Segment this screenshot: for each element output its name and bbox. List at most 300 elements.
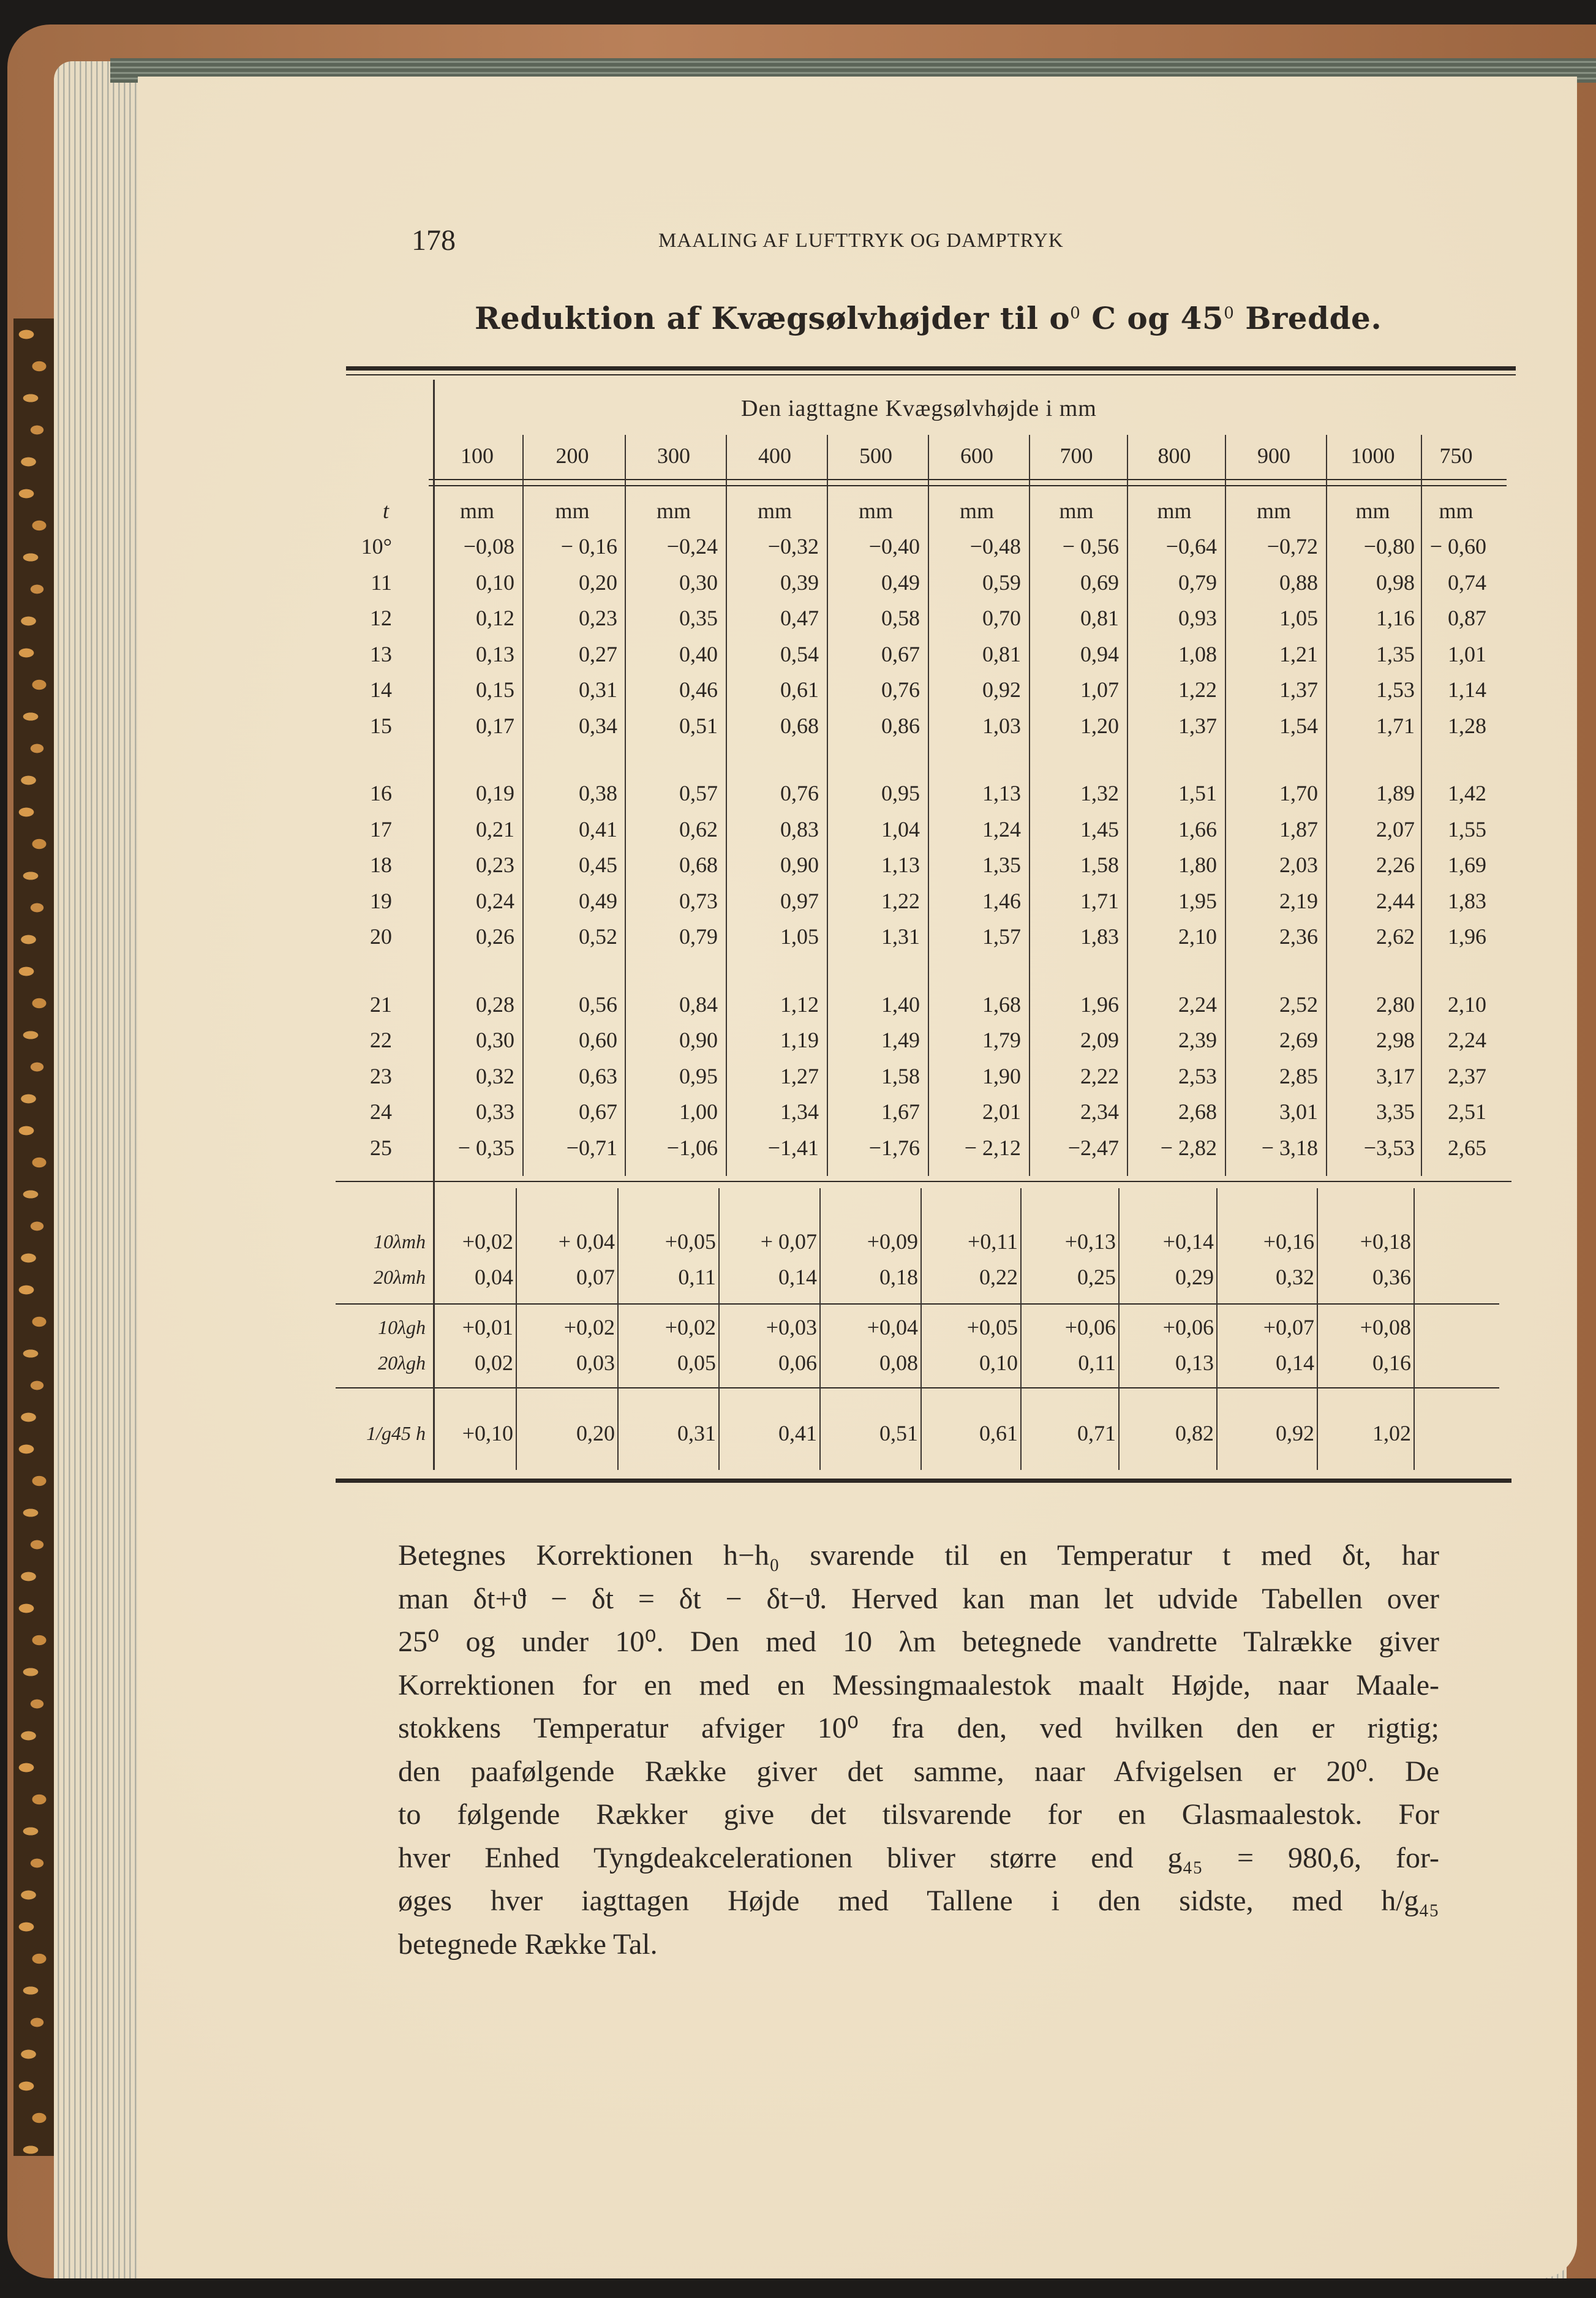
table-cell: 3,01	[1279, 1099, 1318, 1124]
unit-label: mm	[1256, 499, 1291, 523]
table-cell: 0,51	[679, 713, 718, 738]
table-cell: 2,68	[1178, 1099, 1217, 1124]
table-cell: 0,13	[476, 641, 514, 666]
table-cell: 0,31	[579, 677, 617, 702]
table-cell: 2,10	[1448, 992, 1486, 1017]
table-cell: 2,10	[1178, 924, 1217, 949]
table-cell: −0,40	[868, 534, 920, 559]
table-cell: 0,45	[579, 853, 617, 877]
correction-cell: +0,05	[664, 1229, 716, 1254]
correction-cell: 0,13	[1175, 1351, 1214, 1375]
correction-column-divider	[819, 1188, 821, 1470]
table-cell: 0,70	[982, 606, 1021, 630]
unit-label: mm	[959, 499, 994, 523]
correction-cell: 0,07	[576, 1265, 615, 1289]
table-cell: 2,80	[1376, 992, 1415, 1017]
table-cell: 0,58	[881, 606, 920, 630]
table-cell: 0,52	[579, 924, 617, 949]
table-cell: 0,68	[679, 853, 718, 877]
table-cell: 3,35	[1376, 1099, 1415, 1124]
table-cell: 0,47	[780, 606, 819, 630]
unit-label: mm	[1439, 499, 1474, 523]
correction-column-divider	[516, 1188, 517, 1470]
correction-cell: 0,41	[778, 1421, 817, 1445]
table-cell: 1,13	[982, 781, 1021, 805]
table-cell: 2,52	[1279, 992, 1318, 1017]
table-cell: 1,32	[1080, 781, 1119, 805]
table-cell: 1,31	[881, 924, 920, 949]
body-text-line: stokkens Temperatur afviger 10⁰ fra den, ved hvilken den er rigtig;	[398, 1712, 1439, 1744]
table-cell: 0,15	[476, 677, 514, 702]
row-temperature: 20	[370, 924, 392, 949]
table-cell: 0,17	[476, 713, 514, 738]
table-cell: 2,51	[1448, 1099, 1486, 1124]
correction-cell: 0,51	[879, 1421, 918, 1445]
row-temperature: 12	[370, 606, 392, 630]
table-cell: −1,06	[666, 1135, 718, 1160]
unit-label: mm	[1059, 499, 1094, 523]
row-temperature: 22	[370, 1028, 392, 1052]
table-cell: 1,07	[1080, 677, 1119, 702]
column-header: 800	[1157, 443, 1191, 468]
table-cell: 0,93	[1178, 606, 1217, 630]
correction-cell: 0,25	[1077, 1265, 1116, 1289]
row-temperature: 16	[370, 781, 392, 805]
correction-cell: 0,05	[677, 1351, 716, 1375]
title-degree-2: 0	[1224, 304, 1235, 323]
column-header: 400	[758, 443, 791, 468]
correction-cell: 0,08	[879, 1351, 918, 1375]
table-cell: 1,00	[679, 1099, 718, 1124]
page-number: 178	[412, 224, 456, 257]
table-cell: 1,90	[982, 1063, 1021, 1088]
table-cell: 1,66	[1178, 816, 1217, 842]
table-cell: 0,76	[881, 677, 920, 702]
table-cell: 0,90	[780, 853, 819, 877]
table-cell: 2,53	[1178, 1063, 1217, 1088]
table-cell: 0,97	[780, 888, 819, 913]
table-cell: 2,85	[1279, 1063, 1318, 1088]
unit-label: mm	[656, 499, 691, 523]
table-cell: 1,80	[1178, 853, 1217, 877]
table-cell: 0,19	[476, 781, 514, 805]
row-temperature: 10°	[361, 534, 392, 559]
correction-cell: 0,06	[778, 1351, 817, 1375]
table-cell: 0,57	[679, 781, 718, 805]
table-cell: 1,21	[1279, 641, 1318, 666]
table-cell: −0,32	[767, 534, 819, 559]
table-cell: 0,81	[1080, 606, 1119, 630]
table-cell: 0,76	[780, 781, 819, 805]
table-cell: 0,94	[1080, 641, 1119, 666]
table-cell: 2,22	[1080, 1063, 1119, 1088]
table-cell: 0,30	[476, 1028, 514, 1052]
correction-column-divider	[1020, 1188, 1022, 1470]
table-cell: 0,33	[476, 1099, 514, 1124]
correction-cell: +0,18	[1360, 1229, 1411, 1254]
row-temperature: 25	[370, 1135, 392, 1160]
table-cell: 2,26	[1376, 853, 1415, 877]
table-cell: 0,60	[579, 1028, 617, 1052]
table-cell: 0,40	[679, 641, 718, 666]
table-cell: 2,03	[1279, 853, 1318, 877]
table-cell: 0,86	[881, 713, 920, 738]
top-rule-thick	[346, 366, 1516, 371]
correction-cell: +0,02	[462, 1229, 513, 1254]
table-cell: 1,12	[780, 992, 819, 1017]
table-cell: 1,69	[1448, 853, 1486, 877]
table-cell: −1,76	[868, 1135, 920, 1160]
table-cell: − 2,12	[964, 1135, 1021, 1160]
table-cell: 1,20	[1080, 713, 1119, 738]
column-header: 1000	[1350, 443, 1395, 468]
table-cell: 0,28	[476, 992, 514, 1017]
table-cell: 0,23	[579, 606, 617, 630]
table-cell: − 0,16	[560, 534, 617, 559]
table-cell: 2,24	[1448, 1028, 1486, 1052]
table-cell: 0,90	[679, 1028, 718, 1052]
table-cell: 0,74	[1448, 570, 1486, 595]
table-cell: 0,95	[881, 781, 920, 805]
table-cell: 1,89	[1376, 781, 1415, 805]
table-cell: 0,98	[1376, 570, 1415, 595]
correction-label: 10λgh	[378, 1316, 426, 1338]
correction-cell: +0,13	[1064, 1229, 1116, 1254]
table-cell: 0,41	[579, 816, 617, 842]
row-temperature: 24	[370, 1099, 392, 1124]
table-cell: 0,39	[780, 570, 819, 595]
table-cell: 1,57	[982, 924, 1021, 949]
table-cell: − 0,35	[457, 1135, 514, 1160]
table-cell: −0,71	[566, 1135, 617, 1160]
table-cell: 1,68	[982, 992, 1021, 1017]
table-cell: 0,84	[679, 992, 718, 1017]
table-cell: 2,34	[1080, 1099, 1119, 1124]
running-head: MAALING AF LUFTTRYK OG DAMPTRYK	[658, 230, 1064, 252]
unit-label: mm	[858, 499, 893, 523]
row-temperature: 13	[370, 641, 392, 666]
table-cell: 1,58	[881, 1063, 920, 1088]
table-cell: 1,01	[1448, 641, 1486, 666]
correction-cell: + 0,04	[558, 1229, 615, 1254]
correction-cell: 0,14	[1276, 1351, 1314, 1375]
correction-cell: + 0,07	[760, 1229, 817, 1254]
table-cell: 1,22	[881, 888, 920, 913]
table-cell: 1,45	[1080, 816, 1119, 842]
correction-cell: +0,07	[1263, 1315, 1314, 1339]
table-cell: 1,14	[1448, 677, 1486, 702]
table-cell: 1,03	[982, 713, 1021, 738]
column-header: 500	[859, 443, 892, 468]
row-temperature: 14	[370, 677, 392, 702]
table-cell: −0,72	[1267, 534, 1318, 559]
unit-label: mm	[1355, 499, 1390, 523]
table-cell: 2,36	[1279, 924, 1318, 949]
table-cell: 1,54	[1279, 713, 1318, 738]
table-cell: 0,68	[780, 713, 819, 738]
column-header: 600	[960, 443, 993, 468]
body-end-rule	[336, 1181, 1511, 1182]
row-temperature: 18	[370, 853, 392, 877]
table-cell: 0,54	[780, 641, 819, 666]
table-cell: −3,53	[1363, 1135, 1415, 1160]
correction-cell: +0,01	[462, 1315, 513, 1339]
table-cell: −2,47	[1067, 1135, 1119, 1160]
table-cell: 1,35	[982, 853, 1021, 877]
table-cell: 0,67	[579, 1099, 617, 1124]
body-text-line: hver Enhed Tyngdeakcelerationen bliver større end g₄₅ = 980,6, for-	[398, 1841, 1439, 1874]
correction-cell: 0,32	[1276, 1265, 1314, 1289]
table-cell: 1,83	[1080, 924, 1119, 949]
table-cell: − 0,56	[1062, 534, 1119, 559]
table-cell: −0,64	[1165, 534, 1217, 559]
lambda-g-rule	[336, 1387, 1499, 1388]
table-cell: 1,27	[780, 1063, 819, 1088]
title-text-3: Bredde.	[1234, 300, 1382, 336]
bottom-rule-thick	[336, 1479, 1511, 1483]
correction-cell: +0,06	[1064, 1315, 1116, 1339]
table-cell: 1,04	[881, 816, 920, 842]
correction-label: 10λmh	[374, 1230, 426, 1253]
table-cell: −0,48	[969, 534, 1021, 559]
table-cell: 0,23	[476, 853, 514, 877]
correction-cell: 1,02	[1372, 1421, 1411, 1445]
table-cell: 0,20	[579, 570, 617, 595]
table-cell: 0,67	[881, 641, 920, 666]
table-cell: −0,08	[463, 534, 514, 559]
table-cell: 1,87	[1279, 816, 1318, 842]
table-cell: 0,79	[1178, 570, 1217, 595]
table-cell: 2,69	[1279, 1028, 1318, 1052]
correction-column-divider	[1413, 1188, 1415, 1470]
table-cell: 2,44	[1376, 888, 1415, 913]
table-cell: 0,35	[679, 606, 718, 630]
table-cell: 0,12	[476, 606, 514, 630]
correction-cell: 0,20	[576, 1421, 615, 1445]
table-cell: 1,05	[780, 924, 819, 949]
unit-label: mm	[1157, 499, 1192, 523]
column-header: 300	[657, 443, 690, 468]
table-cell: 0,79	[679, 924, 718, 949]
table-cell: 1,58	[1080, 853, 1119, 877]
body-text-line: øges hver iagttagen Højde med Tallene i den sidste, med h/g₄₅	[398, 1885, 1439, 1917]
correction-cell: 0,82	[1175, 1421, 1214, 1445]
table-cell: 1,51	[1178, 781, 1217, 805]
correction-cell: 0,11	[1078, 1351, 1116, 1375]
correction-cell: 0,03	[576, 1351, 615, 1375]
body-text-line: 25⁰ og under 10⁰. Den med 10 λm betegnede vandrette Talrække giver	[398, 1626, 1439, 1658]
table-cell: 1,83	[1448, 888, 1486, 913]
table-cell: 2,19	[1279, 888, 1318, 913]
table-cell: 1,71	[1080, 888, 1119, 913]
table-cell: 1,37	[1178, 713, 1217, 738]
column-header: 900	[1257, 443, 1290, 468]
table-cell: 2,62	[1376, 924, 1415, 949]
row-temperature: 19	[370, 888, 392, 913]
correction-cell: +0,04	[867, 1315, 918, 1339]
table-cell: 0,92	[982, 677, 1021, 702]
unit-label: mm	[757, 499, 792, 523]
row-temperature: 21	[370, 992, 392, 1017]
body-text-line: den paafølgende Række giver det samme, naar Afvigelsen er 20⁰. De	[398, 1755, 1439, 1788]
correction-cell: 0,14	[778, 1265, 817, 1289]
correction-column-divider	[1118, 1188, 1120, 1470]
unit-label: mm	[459, 499, 494, 523]
table-cell: 1,22	[1178, 677, 1217, 702]
body-text-line: man δt+ϑ − δt = δt − δt−ϑ. Herved kan man let udvide Tabellen over	[398, 1582, 1439, 1615]
table-cell: 1,24	[982, 816, 1021, 842]
table-caption: Den iagttagne Kvægsølvhøjde i mm	[741, 396, 1097, 421]
table-cell: − 3,18	[1261, 1135, 1318, 1160]
table-cell: 0,63	[579, 1063, 617, 1088]
correction-column-divider	[617, 1188, 619, 1470]
table-cell: 0,10	[476, 570, 514, 595]
table-cell: 1,79	[982, 1028, 1021, 1052]
table-cell: 0,34	[579, 713, 617, 738]
table-cell: 1,37	[1279, 677, 1318, 702]
table-cell: 1,46	[982, 888, 1021, 913]
row-temperature: 15	[370, 713, 392, 738]
correction-cell: 0,61	[979, 1421, 1018, 1445]
table-cell: 0,49	[881, 570, 920, 595]
table-cell: 2,24	[1178, 992, 1217, 1017]
table-cell: 0,26	[476, 924, 514, 949]
correction-cell: 0,92	[1276, 1421, 1314, 1445]
table-cell: 0,30	[679, 570, 718, 595]
table-cell: 0,88	[1279, 570, 1318, 595]
table-cell: 1,70	[1279, 781, 1318, 805]
column-header: 100	[461, 443, 494, 468]
table-cell: −1,41	[767, 1135, 819, 1160]
correction-cell: +0,14	[1162, 1229, 1214, 1254]
correction-column-divider	[718, 1188, 720, 1470]
row-temperature: 17	[370, 816, 392, 842]
table-cell: 1,49	[881, 1028, 920, 1052]
table-cell: 2,09	[1080, 1028, 1119, 1052]
table-cell: 1,96	[1080, 992, 1119, 1017]
table-cell: 0,95	[679, 1063, 718, 1088]
column-header: 200	[555, 443, 589, 468]
table-cell: 0,83	[780, 816, 819, 842]
correction-cell: 0,04	[475, 1265, 513, 1289]
table-cell: −0,80	[1363, 534, 1415, 559]
correction-cell: +0,11	[968, 1229, 1018, 1254]
table-cell: 0,49	[579, 888, 617, 913]
table-cell: 1,42	[1448, 781, 1486, 805]
table-cell: 1,08	[1178, 641, 1217, 666]
body-text-line: betegnede Række Tal.	[398, 1927, 658, 1961]
correction-cell: 0,16	[1372, 1351, 1411, 1375]
row-header-t: t	[382, 499, 389, 523]
title-text-1: Reduktion af Kvægsølvhøjder til o	[475, 300, 1071, 336]
correction-label: 20λgh	[378, 1352, 426, 1374]
correction-cell: 0,10	[979, 1351, 1018, 1375]
column-divider	[522, 435, 524, 1176]
table-cell: 2,39	[1178, 1028, 1217, 1052]
correction-cell: +0,09	[867, 1229, 918, 1254]
correction-column-divider	[1317, 1188, 1318, 1470]
table-cell: − 0,60	[1429, 534, 1486, 559]
table-cell: 2,01	[982, 1099, 1021, 1124]
table-cell: 1,28	[1448, 713, 1486, 738]
correction-cell: 0,11	[678, 1265, 716, 1289]
table-cell: 1,71	[1376, 713, 1415, 738]
column-header: 750	[1439, 443, 1473, 468]
title-text-2: C og 45	[1080, 300, 1224, 336]
table-cell: 1,13	[881, 853, 920, 877]
correction-cell: +0,02	[664, 1315, 716, 1339]
table-cell: −0,24	[666, 534, 718, 559]
header-rule-2	[429, 485, 1507, 486]
body-text-line: Betegnes Korrektionen h−h₀ svarende til en Temperatur t med δt, har	[398, 1539, 1439, 1572]
table-cell: 0,61	[780, 677, 819, 702]
correction-cell: +0,05	[966, 1315, 1018, 1339]
table-cell: 2,37	[1448, 1063, 1486, 1088]
correction-cell: +0,02	[563, 1315, 615, 1339]
table-cell: 1,40	[881, 992, 920, 1017]
correction-cell: +0,06	[1162, 1315, 1214, 1339]
correction-label: 20λmh	[374, 1266, 426, 1288]
correction-cell: +0,16	[1263, 1229, 1314, 1254]
table-cell: 1,35	[1376, 641, 1415, 666]
correction-column-divider	[1216, 1188, 1218, 1470]
correction-cell: 0,36	[1372, 1265, 1411, 1289]
table-cell: 1,16	[1376, 606, 1415, 630]
table-cell: 0,87	[1448, 606, 1486, 630]
table-cell: 0,46	[679, 677, 718, 702]
table-cell: 0,62	[679, 816, 718, 842]
title-degree-1: 0	[1070, 304, 1081, 323]
top-rule-thin	[346, 374, 1516, 375]
table-cell: 0,69	[1080, 570, 1119, 595]
table-cell: 0,56	[579, 992, 617, 1017]
correction-cell: 0,31	[677, 1421, 716, 1445]
correction-cell: 0,22	[979, 1265, 1018, 1289]
table-cell: 1,05	[1279, 606, 1318, 630]
correction-cell: 0,71	[1077, 1421, 1116, 1445]
correction-cell: 0,02	[475, 1351, 513, 1375]
table-cell: 0,24	[476, 888, 514, 913]
table-cell: − 2,82	[1160, 1135, 1217, 1160]
table-cell: 0,32	[476, 1063, 514, 1088]
table-cell: 0,81	[982, 641, 1021, 666]
table-cell: 1,67	[881, 1099, 920, 1124]
correction-cell: +0,03	[766, 1315, 817, 1339]
table-cell: 0,21	[476, 816, 514, 842]
row-temperature: 11	[371, 570, 392, 595]
table-cell: 1,95	[1178, 888, 1217, 913]
table-cell: 0,38	[579, 781, 617, 805]
table-cell: 1,53	[1376, 677, 1415, 702]
table-cell: 2,07	[1376, 816, 1415, 842]
table-cell: 1,19	[780, 1028, 819, 1052]
correction-label: 1/g45 h	[366, 1422, 426, 1444]
header-rule-1	[429, 479, 1507, 480]
correction-cell: 0,29	[1175, 1265, 1214, 1289]
table-cell: 0,73	[679, 888, 718, 913]
table-cell: 1,55	[1448, 816, 1486, 842]
table-cell: 1,34	[780, 1099, 819, 1124]
body-text-line: to følgende Rækker give det tilsvarende for en Glasmaalestok. For	[398, 1798, 1439, 1831]
table-title	[475, 300, 1382, 336]
column-header: 700	[1060, 443, 1093, 468]
lambda-m-rule	[336, 1303, 1499, 1305]
correction-cell: +0,10	[462, 1421, 513, 1445]
table-cell: 0,27	[579, 641, 617, 666]
correction-cell: +0,08	[1360, 1315, 1411, 1339]
table-cell: 1,96	[1448, 924, 1486, 949]
correction-column-divider	[920, 1188, 922, 1470]
